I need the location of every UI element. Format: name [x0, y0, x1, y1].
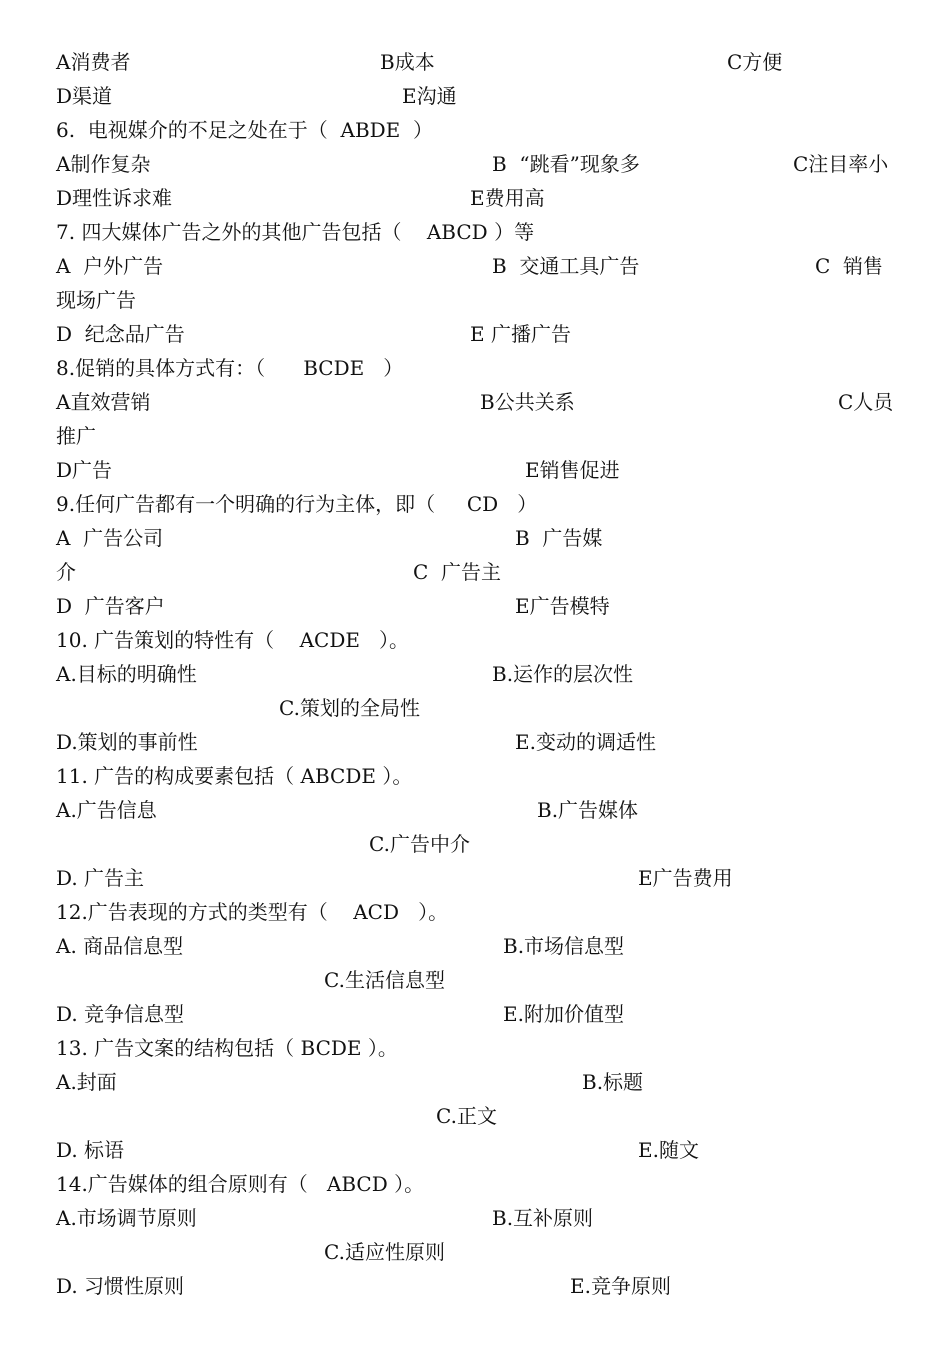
option-text: C 销售: [815, 254, 884, 278]
option-text: A.市场调节原则: [56, 1206, 197, 1230]
option-text: A制作复杂: [56, 152, 151, 176]
option-text: B成本: [380, 50, 435, 74]
option-text: E销售促进: [525, 458, 620, 482]
option-text: D 纪念品广告: [56, 322, 185, 346]
option-text: E.竞争原则: [570, 1274, 671, 1298]
option-text: A.封面: [56, 1070, 117, 1094]
question-text: 13. 广告文案的结构包括（ BCDE ）。: [56, 1036, 398, 1060]
option-text: B.运作的层次性: [492, 662, 634, 686]
option-text: A.目标的明确性: [56, 662, 197, 686]
option-text: C.广告中介: [369, 832, 470, 856]
option-text: 推广: [56, 424, 96, 448]
option-text: 现场广告: [56, 288, 136, 312]
option-text: E广告模特: [515, 594, 610, 618]
option-text: D. 标语: [56, 1138, 125, 1162]
option-text: A直效营销: [56, 390, 151, 414]
option-text: B.广告媒体: [537, 798, 639, 822]
question-text: 11. 广告的构成要素包括（ ABCDE ）。: [56, 764, 413, 788]
option-text: A. 商品信息型: [56, 934, 184, 958]
option-text: B 交通工具广告: [492, 254, 640, 278]
option-text: C.正文: [436, 1104, 497, 1128]
question-text: 12.广告表现的方式的类型有（ ACD ）。: [56, 900, 449, 924]
option-text: E.变动的调适性: [515, 730, 656, 754]
option-text: 介: [56, 560, 76, 584]
option-text: D 广告客户: [56, 594, 165, 618]
question-text: 6. 电视媒介的不足之处在于（ ABDE ）: [56, 118, 434, 142]
question-text: 14.广告媒体的组合原则有（ ABCD ）。: [56, 1172, 425, 1196]
option-text: D. 竞争信息型: [56, 1002, 185, 1026]
option-text: B 广告媒: [515, 526, 603, 550]
option-text: B.标题: [582, 1070, 644, 1094]
option-text: C.适应性原则: [324, 1240, 445, 1264]
option-text: C.生活信息型: [324, 968, 445, 992]
option-text: E 广播广告: [470, 322, 571, 346]
option-text: D.策划的事前性: [56, 730, 198, 754]
option-text: B.互补原则: [492, 1206, 594, 1230]
option-text: C方便: [727, 50, 783, 74]
option-text: C 广告主: [413, 560, 502, 584]
option-text: D广告: [56, 458, 113, 482]
option-text: E沟通: [402, 84, 457, 108]
option-text: A 户外广告: [56, 254, 164, 278]
option-text: B “跳看”现象多: [492, 152, 640, 176]
option-text: C.策划的全局性: [279, 696, 420, 720]
option-text: E费用高: [470, 186, 545, 210]
question-text: 7. 四大媒体广告之外的其他广告包括（ ABCD ）等: [56, 220, 535, 244]
question-text: 8.促销的具体方式有：（ BCDE ）: [56, 356, 404, 380]
option-text: D理性诉求难: [56, 186, 173, 210]
question-text: 10. 广告策划的特性有（ ACDE ）。: [56, 628, 410, 652]
option-text: A.广告信息: [56, 798, 157, 822]
option-text: D. 广告主: [56, 866, 145, 890]
option-text: E.附加价值型: [503, 1002, 624, 1026]
option-text: D. 习惯性原则: [56, 1274, 185, 1298]
question-text: 9.任何广告都有一个明确的行为主体，即（ CD ）: [56, 492, 538, 516]
option-text: C人员: [838, 390, 894, 414]
option-text: B公共关系: [480, 390, 575, 414]
option-text: E.随文: [638, 1138, 699, 1162]
option-text: A消费者: [56, 50, 131, 74]
option-text: B.市场信息型: [503, 934, 625, 958]
option-text: E广告费用: [638, 866, 733, 890]
option-text: C注目率小: [793, 152, 889, 176]
option-text: D渠道: [56, 84, 113, 108]
option-text: A 广告公司: [56, 526, 164, 550]
